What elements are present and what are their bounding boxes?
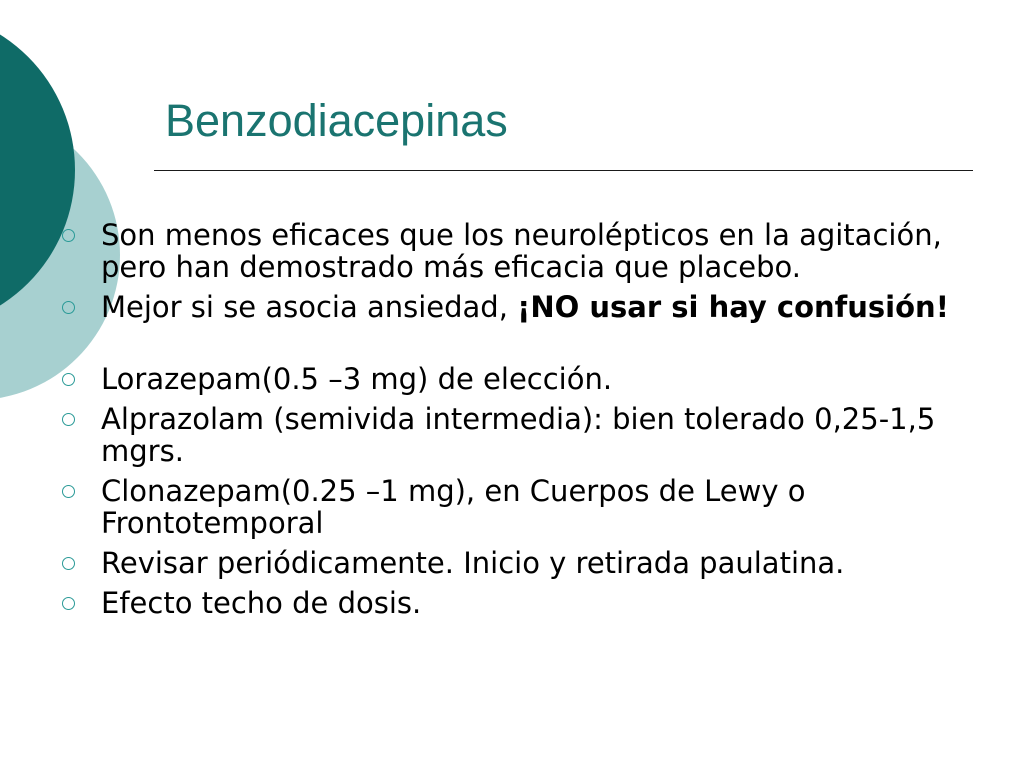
bullet-text: Son menos eficaces que los neurolépticos en la agitación, pero han demostrado más eficacia que placebo. bbox=[101, 218, 942, 284]
bullet-text: Clonazepam(0.25 –1 mg), en Cuerpos de Lewy o Frontotemporal bbox=[101, 474, 806, 540]
bullet-list bbox=[62, 219, 962, 627]
slide-title: Benzodiacepinas bbox=[165, 95, 508, 146]
bullet-marker-icon bbox=[62, 301, 75, 314]
bullet-item bbox=[62, 587, 962, 619]
bullet-text: Mejor si se asocia ansiedad, bbox=[101, 290, 518, 324]
bullet-text: Revisar periódicamente. Inicio y retirada paulatina. bbox=[101, 546, 845, 580]
bullet-warning-text: ¡NO usar si hay confusión! bbox=[517, 290, 949, 324]
bullet-marker-icon bbox=[62, 373, 75, 386]
bullet-marker-icon bbox=[62, 557, 75, 570]
bullet-item bbox=[62, 403, 962, 467]
bullet-item bbox=[62, 219, 962, 283]
bullet-item bbox=[62, 363, 962, 395]
bullet-item bbox=[62, 475, 962, 539]
bullet-text: Lorazepam(0.5 –3 mg) de elección. bbox=[101, 362, 613, 396]
bullet-text-with-warning bbox=[101, 291, 962, 323]
bullet-item bbox=[62, 291, 962, 323]
bullet-item bbox=[62, 547, 962, 579]
bullet-text: Efecto techo de dosis. bbox=[101, 586, 422, 620]
bullet-marker-icon bbox=[62, 229, 75, 242]
bullet-text: Alprazolam (semivida intermedia): bien tolerado 0,25-1,5 mgrs. bbox=[101, 402, 936, 468]
bullet-marker-icon bbox=[62, 413, 75, 426]
title-divider bbox=[154, 170, 973, 171]
bullet-marker-icon bbox=[62, 597, 75, 610]
bullet-marker-icon bbox=[62, 485, 75, 498]
